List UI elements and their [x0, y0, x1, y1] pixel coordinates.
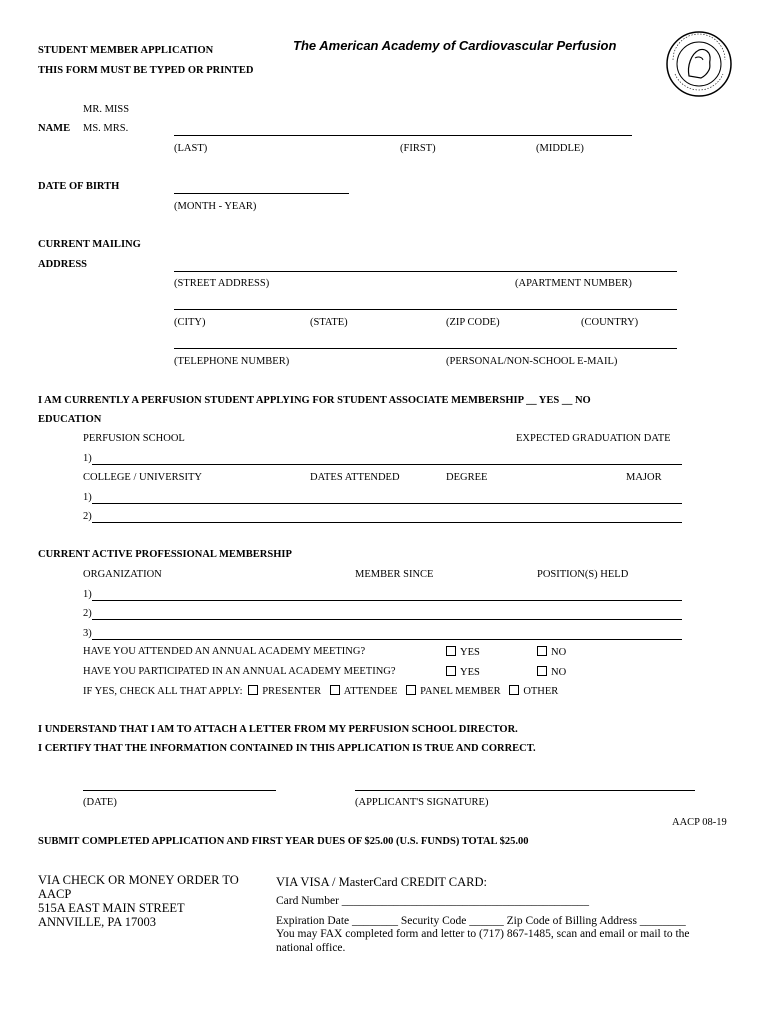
membership-row-field[interactable]	[92, 600, 682, 601]
checkbox-icon[interactable]	[446, 646, 456, 656]
dates-attended-label: DATES ATTENDED	[310, 472, 400, 483]
name-titles-row2[interactable]: MS. MRS.	[83, 123, 129, 134]
checkbox-icon[interactable]	[446, 666, 456, 676]
checkbox-icon[interactable]	[537, 646, 547, 656]
attendee-checkbox-icon[interactable]	[330, 685, 340, 695]
signature-field[interactable]	[355, 790, 695, 791]
submit-instructions: SUBMIT COMPLETED APPLICATION AND FIRST YEAR DUES OF $25.00 (U.S. FUNDS) TOTAL $25.00	[38, 836, 529, 847]
major-label: MAJOR	[626, 472, 662, 483]
perfusion-school-label: PERFUSION SCHOOL	[83, 433, 185, 444]
card-number-field[interactable]: Card Number ___________________________________________	[276, 895, 590, 907]
address-label-line2: ADDRESS	[38, 259, 88, 270]
college-row-field[interactable]	[92, 503, 682, 504]
presenter-label: PRESENTER	[262, 686, 322, 697]
participated-yes-label: YES	[460, 667, 480, 678]
member-since-label: MEMBER SINCE	[355, 569, 434, 580]
date-field[interactable]	[83, 790, 276, 791]
attendee-label: ATTENDEE	[343, 686, 398, 697]
telephone-hint: (TELEPHONE NUMBER)	[174, 356, 290, 367]
college-row-number: 2)	[83, 511, 92, 522]
fax-instructions-cont: national office.	[276, 942, 346, 954]
form-instructions: THIS FORM MUST BE TYPED OR PRINTED	[38, 65, 254, 76]
state-hint: (STATE)	[310, 317, 348, 328]
membership-row-number: 2)	[83, 608, 92, 619]
name-titles-row1[interactable]: MR. MISS	[83, 104, 130, 115]
payee-city: ANNVILLE, PA 17003	[38, 915, 156, 929]
panel-member-label: PANEL MEMBER	[420, 686, 501, 697]
certification-statement: I CERTIFY THAT THE INFORMATION CONTAINED IN THIS APPLICATION IS TRUE AND CORRECT.	[38, 743, 536, 754]
membership-row-field[interactable]	[92, 619, 682, 620]
college-row-field[interactable]	[92, 522, 682, 523]
city-state-field[interactable]	[174, 309, 677, 310]
participated-no-option[interactable]	[537, 666, 566, 679]
signature-hint: (APPLICANT'S SIGNATURE)	[355, 797, 489, 808]
street-hint: (STREET ADDRESS)	[174, 278, 270, 289]
degree-label: DEGREE	[446, 472, 488, 483]
panel-member-checkbox-icon[interactable]	[406, 685, 416, 695]
participated-no-label: NO	[551, 667, 567, 678]
apartment-hint: (APARTMENT NUMBER)	[515, 278, 632, 289]
country-hint: (COUNTRY)	[581, 317, 639, 328]
card-heading: VIA VISA / MasterCard CREDIT CARD:	[276, 875, 487, 889]
school-row-number: 1)	[83, 453, 92, 464]
name-last-hint: (LAST)	[174, 143, 208, 154]
education-heading: EDUCATION	[38, 414, 102, 425]
attended-yes-option[interactable]	[446, 646, 480, 659]
school-row-field[interactable]	[92, 464, 682, 465]
participated-yes-option[interactable]	[446, 666, 480, 679]
city-hint: (CITY)	[174, 317, 206, 328]
form-code: AACP 08-19	[672, 817, 727, 828]
organization-title: The American Academy of Cardiovascular Perfusion	[293, 38, 617, 53]
email-hint: (PERSONAL/NON-SCHOOL E-MAIL)	[446, 356, 618, 367]
college-label: COLLEGE / UNIVERSITY	[83, 472, 202, 483]
graduation-date-label: EXPECTED GRADUATION DATE	[516, 433, 671, 444]
organization-label: ORGANIZATION	[83, 569, 162, 580]
check-all-row	[83, 685, 558, 698]
address-label-line1: CURRENT MAILING	[38, 239, 141, 250]
attended-meeting-question: HAVE YOU ATTENDED AN ANNUAL ACADEMY MEETING?	[83, 646, 366, 657]
name-label: NAME	[38, 123, 71, 134]
positions-held-label: POSITION(S) HELD	[537, 569, 629, 580]
college-row-number: 1)	[83, 492, 92, 503]
payee-name: AACP	[38, 887, 72, 901]
card-details-field[interactable]: Expiration Date ________ Security Code ______ Zip Code of Billing Address ________	[276, 915, 686, 927]
zip-hint: (ZIP CODE)	[446, 317, 500, 328]
street-field[interactable]	[174, 271, 677, 272]
dob-field[interactable]	[174, 193, 349, 194]
attended-no-label: NO	[551, 647, 567, 658]
name-first-hint: (FIRST)	[400, 143, 436, 154]
checkbox-icon[interactable]	[537, 666, 547, 676]
director-letter-statement: I UNDERSTAND THAT I AM TO ATTACH A LETTER FROM MY PERFUSION SCHOOL DIRECTOR.	[38, 724, 518, 735]
membership-row-number: 3)	[83, 628, 92, 639]
student-membership-question[interactable]: I AM CURRENTLY A PERFUSION STUDENT APPLYING FOR STUDENT ASSOCIATE MEMBERSHIP __ YES __ NO	[38, 395, 591, 406]
phone-email-field[interactable]	[174, 348, 677, 349]
membership-heading: CURRENT ACTIVE PROFESSIONAL MEMBERSHIP	[38, 549, 292, 560]
attended-yes-label: YES	[460, 647, 480, 658]
participated-meeting-question: HAVE YOU PARTICIPATED IN AN ANNUAL ACADEMY MEETING?	[83, 666, 396, 677]
membership-row-number: 1)	[83, 589, 92, 600]
check-heading: VIA CHECK OR MONEY ORDER TO	[38, 873, 239, 887]
check-all-label: IF YES, CHECK ALL THAT APPLY:	[83, 686, 243, 697]
name-middle-hint: (MIDDLE)	[536, 143, 584, 154]
membership-row-field[interactable]	[92, 639, 682, 640]
fax-instructions: You may FAX completed form and letter to (717) 867-1485, scan and email or mail to the	[276, 928, 690, 940]
dob-hint: (MONTH - YEAR)	[174, 201, 257, 212]
other-label: OTHER	[523, 686, 559, 697]
academy-seal-icon	[665, 30, 733, 98]
dob-label: DATE OF BIRTH	[38, 181, 120, 192]
payee-street: 515A EAST MAIN STREET	[38, 901, 185, 915]
presenter-checkbox-icon[interactable]	[248, 685, 258, 695]
date-hint: (DATE)	[83, 797, 117, 808]
name-field[interactable]	[174, 135, 632, 136]
form-type-heading: STUDENT MEMBER APPLICATION	[38, 45, 214, 56]
other-checkbox-icon[interactable]	[509, 685, 519, 695]
attended-no-option[interactable]	[537, 646, 566, 659]
